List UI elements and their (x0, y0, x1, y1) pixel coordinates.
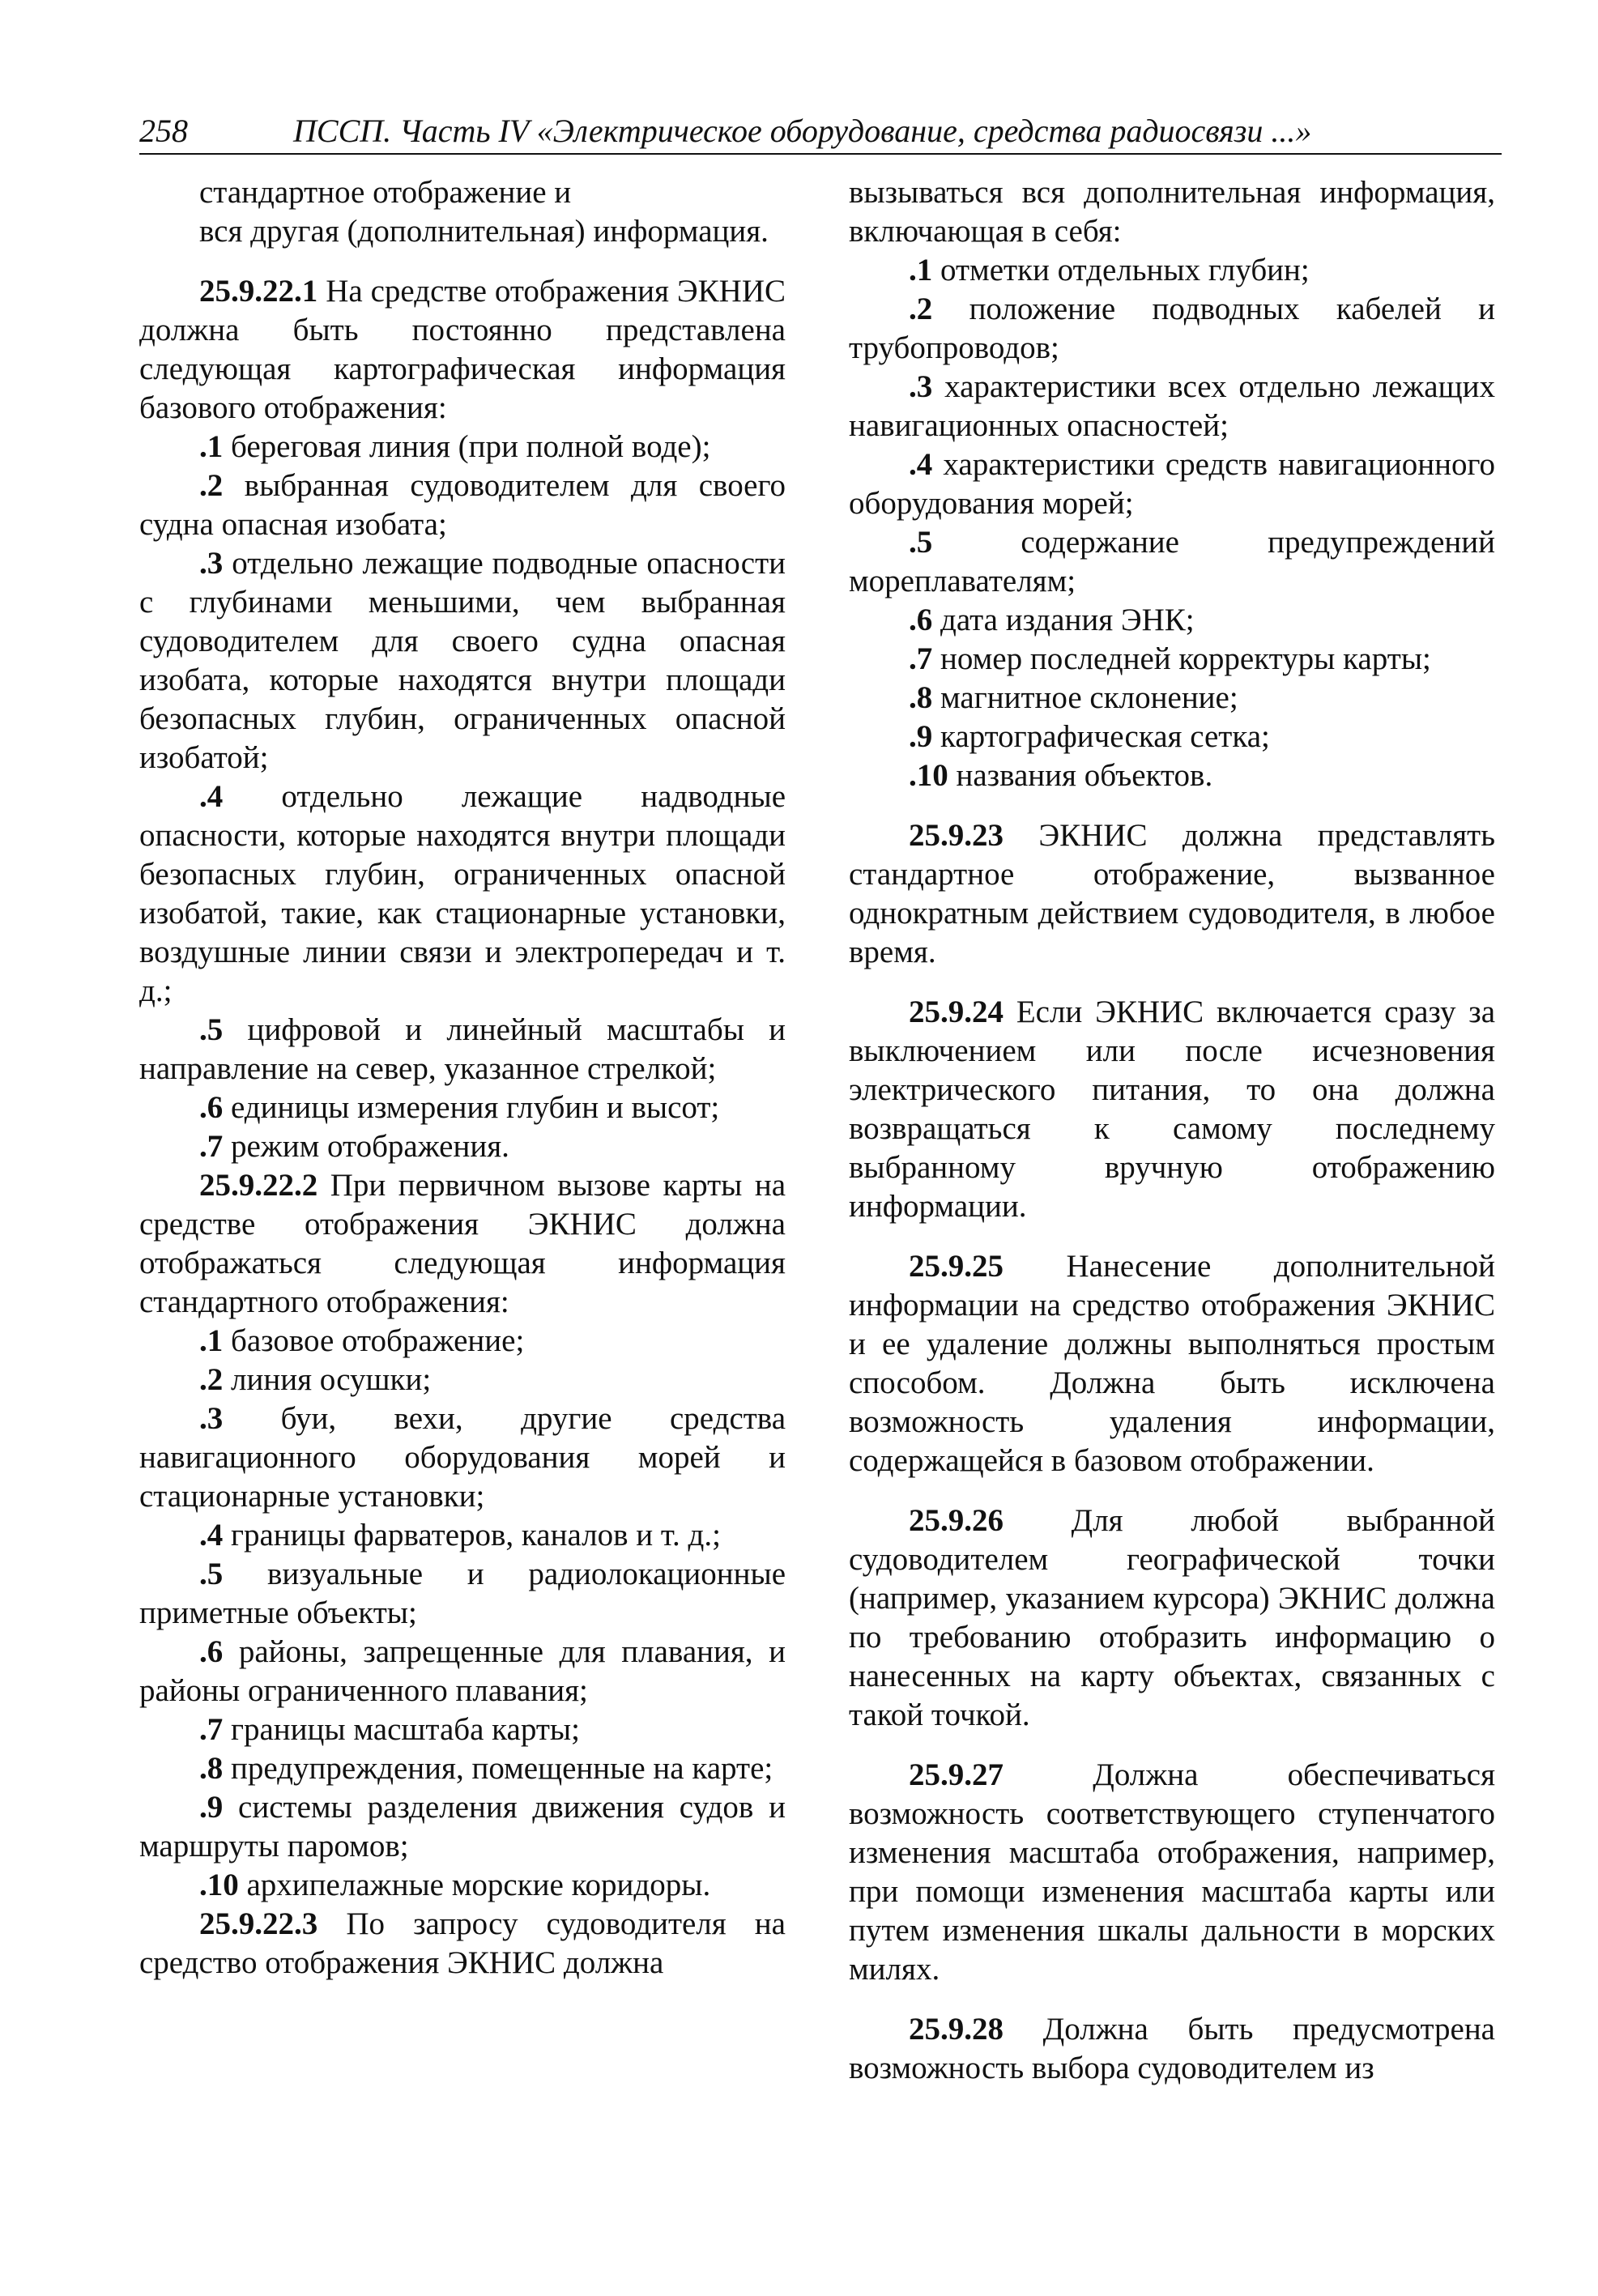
item-text: На средстве отображения ЭКНИС должна быть постоянно представлена следующая картографическая информация базового отображения: (139, 274, 786, 425)
item-number: .4 (199, 779, 224, 814)
item-text: линия осушки; (231, 1362, 432, 1397)
item-number: .1 (199, 429, 224, 464)
list-item (139, 1633, 786, 1710)
item-number: .3 (199, 546, 224, 581)
item-text: архипелажные морские коридоры. (246, 1868, 711, 1902)
list-item (139, 777, 786, 1011)
item-number: .7 (909, 641, 933, 676)
item-text: границы фарватеров, каналов и т. д.; (231, 1518, 721, 1553)
item-number: .5 (199, 1557, 224, 1591)
item-text: базовое отображение; (231, 1323, 525, 1358)
item-text: отдельно лежащие надводные опасности, которые находятся внутри площади безопасных глубин, ограниченных опасной изобатой, такие, как стационарные установки, воздушные линии связи и электропередач и т. д.; (139, 779, 786, 1008)
left-column (139, 173, 786, 1983)
section-paragraph (139, 1905, 786, 1983)
list-item (849, 445, 1495, 523)
section-paragraph (849, 816, 1495, 972)
item-number: .4 (909, 447, 933, 482)
item-text: При первичном вызове карты на средстве отображения ЭКНИС должна отображаться следующая информация стандартного отображения: (139, 1168, 786, 1319)
item-text: системы разделения движения судов и маршруты паромов; (139, 1790, 786, 1864)
item-number: .10 (199, 1868, 239, 1902)
item-number: .8 (909, 680, 933, 715)
item-text: границы масштаба карты; (231, 1712, 580, 1747)
item-number: 25.9.27 (909, 1757, 1004, 1792)
item-number: .6 (199, 1634, 224, 1669)
section-paragraph (849, 1502, 1495, 1735)
item-text: отметки отдельных глубин; (940, 253, 1310, 288)
item-text: По запросу судоводителя на средство отображения ЭКНИС должна (139, 1906, 786, 1980)
list-item (139, 1516, 786, 1555)
item-number: .1 (199, 1323, 224, 1358)
item-number: .4 (199, 1518, 224, 1553)
item-number: .6 (199, 1090, 224, 1125)
list-item (849, 601, 1495, 640)
item-number: .1 (909, 253, 933, 288)
list-item (139, 1127, 786, 1166)
section-paragraph (849, 1756, 1495, 1989)
list-item (139, 1361, 786, 1399)
item-text: береговая линия (при полной воде); (231, 429, 711, 464)
paragraph (849, 173, 1495, 251)
list-item (139, 1322, 786, 1361)
item-text: режим отображения. (231, 1129, 509, 1164)
item-text: дата издания ЭНК; (940, 603, 1195, 637)
item-number: 25.9.26 (909, 1503, 1004, 1538)
section-paragraph (849, 1247, 1495, 1480)
running-header (139, 109, 1502, 155)
item-text: вся другая (дополнительная) информация. (199, 214, 769, 249)
item-text: характеристики всех отдельно лежащих навигационных опасностей; (849, 369, 1496, 443)
header-title: ПССП. Часть IV «Электрическое оборудование, средства радиосвязи ...» (293, 113, 1312, 149)
list-item (849, 523, 1495, 601)
item-text: районы, запрещенные для плавания, и районы ограниченного плавания; (139, 1634, 786, 1708)
item-text: Должна быть предусмотрена возможность выбора судоводителем из (849, 2012, 1495, 2085)
list-item (139, 466, 786, 544)
list-item (849, 718, 1495, 756)
item-number: .9 (199, 1790, 224, 1825)
item-number: .5 (909, 525, 933, 560)
list-item (849, 251, 1495, 290)
list-item (849, 679, 1495, 718)
paragraph (139, 212, 786, 251)
item-text: единицы измерения глубин и высот; (231, 1090, 720, 1125)
item-number: .2 (909, 292, 933, 326)
item-number: .9 (909, 719, 933, 754)
item-number: 25.9.22.1 (199, 274, 318, 309)
list-item (139, 1088, 786, 1127)
section-paragraph (139, 272, 786, 428)
item-text: ЭКНИС должна представлять стандартное отображение, вызванное однократным действием судоводителя, в любое время. (849, 818, 1495, 969)
paragraph (139, 173, 786, 212)
item-number: .8 (199, 1751, 224, 1786)
item-number: .6 (909, 603, 933, 637)
item-number: 25.9.22.3 (199, 1906, 318, 1941)
list-item (139, 544, 786, 777)
item-number: 25.9.22.2 (199, 1168, 318, 1203)
item-text: стандартное отображение и (199, 175, 572, 210)
list-item (849, 290, 1495, 368)
item-text: буи, вехи, другие средства навигационного оборудования морей и стационарные установки; (139, 1401, 786, 1514)
item-text: вызываться вся дополнительная информация, включающая в себя: (849, 175, 1495, 249)
item-number: 25.9.25 (909, 1249, 1004, 1284)
item-number: .2 (199, 1362, 224, 1397)
item-text: названия объектов. (956, 758, 1213, 793)
item-number: 25.9.24 (909, 995, 1004, 1029)
item-number: .3 (909, 369, 933, 404)
item-number: 25.9.23 (909, 818, 1004, 853)
list-item (139, 1788, 786, 1866)
section-paragraph (139, 1166, 786, 1322)
item-text: Должна обеспечиваться возможность соответствующего ступенчатого изменения масштаба отображения, например, при помощи изменения масштаба карты или путем изменения шкалы дальности в морских милях. (849, 1757, 1496, 1987)
item-number: .7 (199, 1712, 224, 1747)
list-item (139, 1749, 786, 1788)
item-number: .7 (199, 1129, 224, 1164)
item-text: положение подводных кабелей и трубопроводов; (849, 292, 1495, 365)
list-item (139, 1710, 786, 1749)
item-number: .5 (199, 1012, 224, 1047)
section-paragraph (849, 2010, 1495, 2088)
item-number: 25.9.28 (909, 2012, 1004, 2047)
list-item (849, 640, 1495, 679)
section-paragraph (849, 993, 1495, 1226)
list-item (849, 756, 1495, 795)
item-text: картографическая сетка; (940, 719, 1270, 754)
list-item (139, 1866, 786, 1905)
list-item (139, 1399, 786, 1516)
item-text: Если ЭКНИС включается сразу за выключением или после исчезновения электрического питания, то она должна возвращаться к самому последнему выбранному вручную отображению информации. (849, 995, 1496, 1224)
item-number: .3 (199, 1401, 224, 1436)
item-text: цифровой и линейный масштабы и направление на север, указанное стрелкой; (139, 1012, 786, 1086)
item-text: Нанесение дополнительной информации на средство отображения ЭКНИС и ее удаление должны выполняться простым способом. Должна быть исключена возможность удаления информации, содержащейся в базовом отображении. (849, 1249, 1495, 1478)
list-item (139, 1011, 786, 1088)
list-item (139, 428, 786, 466)
list-item (139, 1555, 786, 1633)
item-text: отдельно лежащие подводные опасности с глубинами меньшими, чем выбранная судоводителем для своего судна опасная изобата, которые находятся внутри площади безопасных глубин, ограниченных опасной изобатой; (139, 546, 786, 775)
item-text: выбранная судоводителем для своего судна опасная изобата; (139, 468, 786, 542)
list-item (849, 368, 1495, 445)
page-number: 258 (139, 113, 188, 149)
item-text: визуальные и радиолокационные приметные объекты; (139, 1557, 786, 1630)
item-text: Для любой выбранной судоводителем географической точки (например, указанием курсора) ЭКНИС должна по требованию отобразить информацию о нанесенных на карту объектах, связанных с такой точкой. (849, 1503, 1496, 1732)
item-text: характеристики средств навигационного оборудования морей; (849, 447, 1496, 521)
item-number: .2 (199, 468, 224, 503)
item-text: содержание предупреждений мореплавателям; (849, 525, 1495, 598)
item-text: предупреждения, помещенные на карте; (231, 1751, 773, 1786)
item-number: .10 (909, 758, 948, 793)
item-text: магнитное склонение; (940, 680, 1238, 715)
item-text: номер последней корректуры карты; (940, 641, 1431, 676)
right-column (849, 173, 1495, 2088)
